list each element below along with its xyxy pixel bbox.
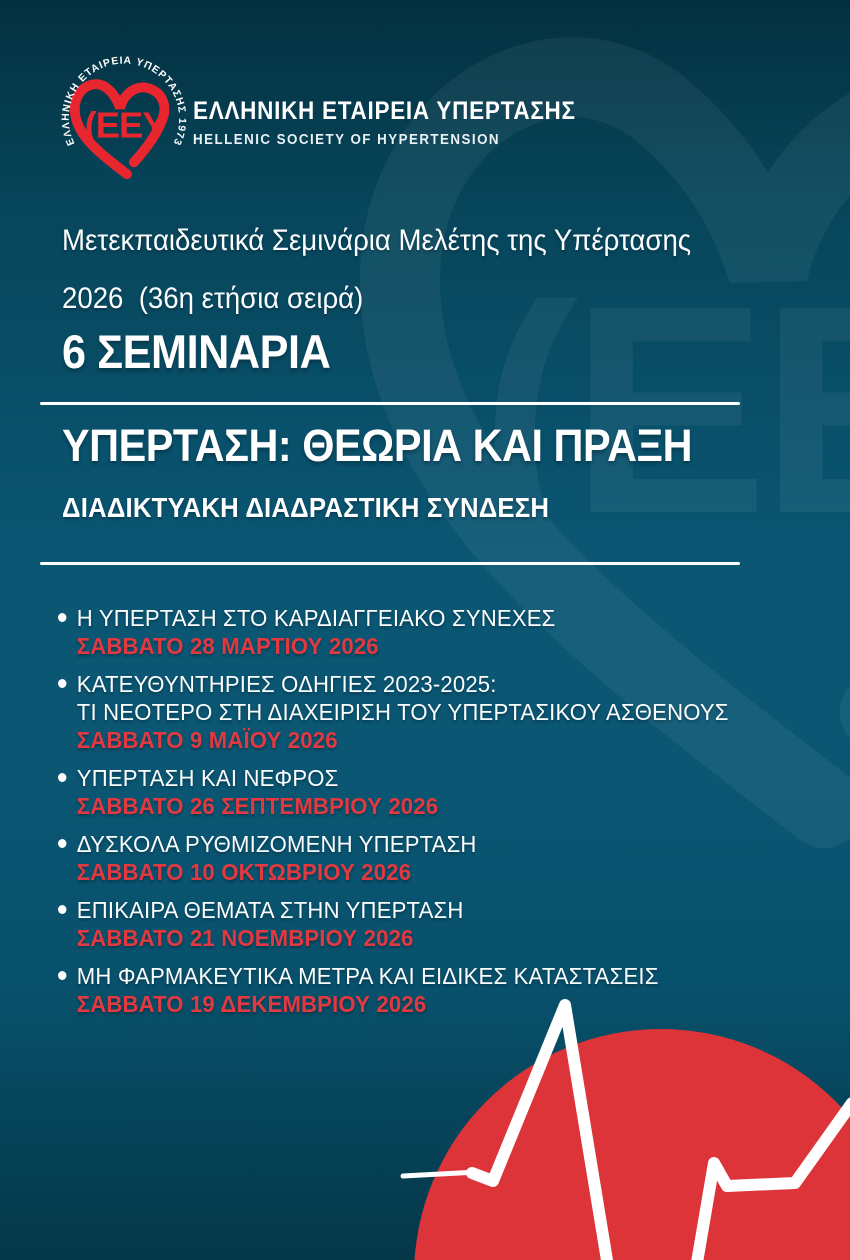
year-line: 2026 (36η ετήσια σειρά) bbox=[62, 282, 364, 315]
ecg-lead-line bbox=[403, 1172, 478, 1176]
page-subtitle: ΔΙΑΔΙΚΤΥΑΚΗ ΔΙΑΔΡΑΣΤΙΚΗ ΣΥΝΔΕΣΗ bbox=[62, 492, 550, 523]
logo-circular-text: ΕΛΛΗΝΙΚΗ ΕΤΑΙΡΕΙΑ ΥΠΕΡΤΑΣΗΣ 1973 bbox=[60, 55, 188, 148]
seminar-date: ΣΑΒΒΑΤΟ 19 ΔΕΚΕΜΒΡΙΟΥ 2026 bbox=[76, 991, 427, 1017]
seminar-date: ΣΑΒΒΑΤΟ 9 ΜΑΪΟΥ 2026 bbox=[76, 727, 338, 753]
seminar-count: 6 ΣΕΜΙΝΑΡΙΑ bbox=[62, 325, 331, 378]
seminar-title: Η ΥΠΕΡΤΑΣΗ ΣΤΟ ΚΑΡΔΙΑΓΓΕΙΑΚΟ ΣΥΝΕΧΕΣ bbox=[76, 605, 556, 631]
society-subtitle: HELLENIC SOCIETY OF HYPERTENSION bbox=[193, 132, 501, 148]
bullet-icon bbox=[58, 971, 66, 980]
seminar-title: ΔΥΣΚΟΛΑ ΡΥΘΜΙΖΟΜΕΝΗ ΥΠΕΡΤΑΣΗ bbox=[76, 831, 477, 857]
bullet-icon bbox=[58, 905, 66, 914]
seminar-item bbox=[58, 962, 791, 1018]
page-title: ΥΠΕΡΤΑΣΗ: ΘΕΩΡΙΑ ΚΑΙ ΠΡΑΞΗ bbox=[62, 420, 693, 471]
bullet-icon bbox=[58, 839, 66, 848]
series-title: Μετεκπαιδευτικά Σεμινάρια Μελέτης της Υπέρτασης bbox=[62, 224, 692, 257]
bullet-icon bbox=[58, 773, 66, 782]
seminar-list bbox=[58, 604, 791, 1028]
divider-bottom bbox=[40, 562, 740, 565]
red-circle bbox=[414, 1029, 850, 1260]
seminar-item bbox=[58, 670, 791, 754]
seminar-item bbox=[58, 764, 791, 820]
seminar-date: ΣΑΒΒΑΤΟ 26 ΣΕΠΤΕΜΒΡΙΟΥ 2026 bbox=[76, 793, 439, 819]
seminar-date: ΣΑΒΒΑΤΟ 10 ΟΚΤΩΒΡΙΟΥ 2026 bbox=[76, 859, 412, 885]
bullet-icon bbox=[58, 679, 66, 688]
seminar-item bbox=[58, 604, 791, 660]
seminar-date: ΣΑΒΒΑΤΟ 28 ΜΑΡΤΙΟΥ 2026 bbox=[76, 633, 379, 659]
seminar-title: ΥΠΕΡΤΑΣΗ ΚΑΙ ΝΕΦΡΟΣ bbox=[76, 765, 339, 791]
eey-logo-icon bbox=[55, 50, 193, 188]
seminar-item bbox=[58, 896, 791, 952]
seminar-title: ΜΗ ΦΑΡΜΑΚΕΥΤΙΚΑ ΜΕΤΡΑ ΚΑΙ ΕΙΔΙΚΕΣ ΚΑΤΑΣΤΑΣΕΙΣ bbox=[76, 963, 659, 989]
seminar-date: ΣΑΒΒΑΤΟ 21 ΝΟΕΜΒΡΙΟΥ 2026 bbox=[76, 925, 414, 951]
bullet-icon bbox=[58, 613, 66, 622]
seminar-title: ΚΑΤΕΥΘΥΝΤΗΡΙΕΣ ΟΔΗΓΙΕΣ 2023-2025: bbox=[76, 671, 497, 697]
ecg-icon bbox=[472, 1005, 850, 1260]
society-title: ΕΛΛΗΝΙΚΗ ΕΤΑΙΡΕΙΑ ΥΠΕΡΤΑΣΗΣ bbox=[193, 97, 576, 125]
seminar-title: ΤΙ ΝΕΟΤΕΡΟ ΣΤΗ ΔΙΑΧΕΙΡΙΣΗ ΤΟΥ ΥΠΕΡΤΑΣΙΚΟΥ ΑΣΘΕΝΟΥΣ bbox=[76, 699, 729, 725]
seminar-title: ΕΠΙΚΑΙΡΑ ΘΕΜΑΤΑ ΣΤΗΝ ΥΠΕΡΤΑΣΗ bbox=[76, 897, 464, 923]
divider-top bbox=[40, 402, 740, 405]
seminar-item bbox=[58, 830, 791, 886]
